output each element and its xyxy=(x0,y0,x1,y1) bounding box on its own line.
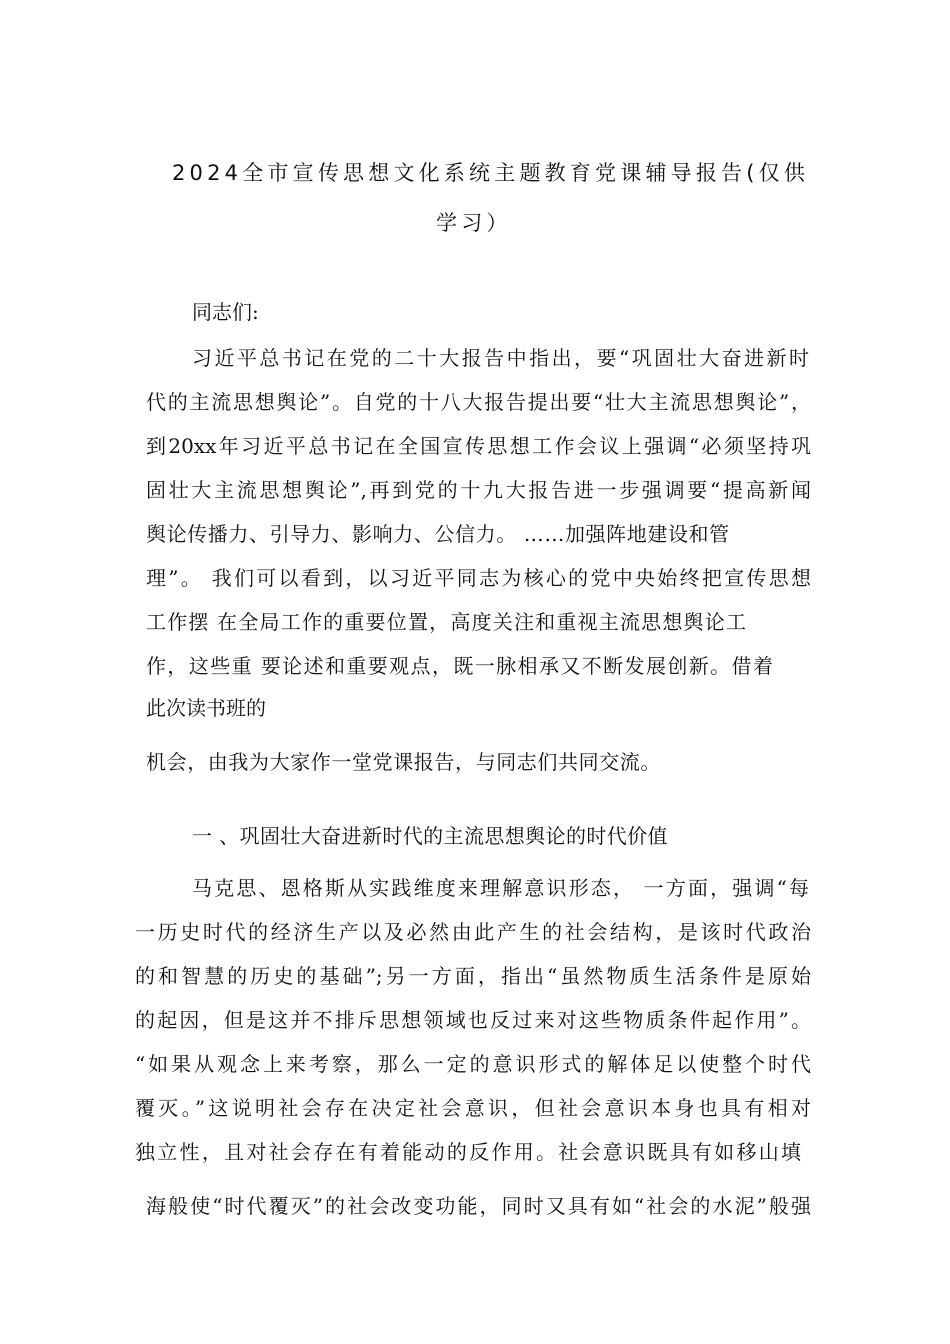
document-title-line-2: 学习） xyxy=(436,211,512,235)
paragraph-2-line-1: 马克思、恩格斯从实践维度来理解意识形态， 一方面，强调“每 xyxy=(192,878,809,900)
paragraph-2-line-5: “如果从观念上来考察，那么一定的意识形式的解体足以使整个时代 xyxy=(135,1054,811,1076)
paragraph-1-line-9: 此次读书班的 xyxy=(146,696,266,720)
paragraph-2-line-2: 一历史时代的经济生产以及必然由此产生的社会结构，是该时代政治 xyxy=(135,922,811,944)
paragraph-2-line-8: 海般使“时代覆灭”的社会改变功能，同时又具有如“社会的水泥”般强 xyxy=(146,1196,811,1218)
paragraph-1-line-4: 固壮大主流思想舆论”,再到党的十九大报告进一步强调要“提高新闻 xyxy=(146,480,811,502)
section-1-heading: 一 、巩固壮大奋进新时代的主流思想舆论的时代价值 xyxy=(192,824,668,848)
paragraph-2-line-3: 的和智慧的历史的基础”;另一方面，指出“虽然物质生活条件是原始 xyxy=(135,966,811,988)
document-title-line-1: 2024全市宣传思想文化系统主题教育党课辅导报告(仅供 xyxy=(172,161,810,185)
paragraph-2-line-6: 覆灭。”这说明社会存在决定社会意识，但社会意识本身也具有相对 xyxy=(135,1098,811,1120)
paragraph-1-line-3: 到20xx年习近平总书记在全国宣传思想工作会议上强调“必须坚持巩 xyxy=(146,436,811,458)
paragraph-1-line-2: 代的主流思想舆论”。自党的十八大报告提出要“壮大主流思想舆论”， xyxy=(146,392,811,414)
paragraph-1-line-5: 舆论传播力、引导力、影响力、公信力。 ……加强阵地建设和管 xyxy=(146,522,730,546)
paragraph-1-line-7: 工作摆 在全局工作的重要位置，高度关注和重视主流思想舆论工 xyxy=(146,610,748,634)
paragraph-1-line-1: 习近平总书记在党的二十大报告中指出，要“巩固壮大奋进新时 xyxy=(192,348,809,370)
paragraph-1-line-6: 理”。 我们可以看到，以习近平同志为核心的党中央始终把宣传思想 xyxy=(146,568,811,590)
paragraph-1-line-8: 作，这些重 要论述和重要观点，既一脉相承又不断发展创新。借着 xyxy=(146,654,775,678)
salutation: 同志们: xyxy=(192,300,259,324)
paragraph-1-line-10: 机会，由我为大家作一堂党课报告，与同志们共同交流。 xyxy=(146,750,661,774)
paragraph-2-line-7: 独立性，且对社会存在有着能动的反作用。社会意识既具有如移山填 xyxy=(135,1142,801,1164)
paragraph-2-line-4: 的起因，但是这并不排斥思想领域也反过来对这些物质条件起作用”。 xyxy=(135,1010,811,1032)
